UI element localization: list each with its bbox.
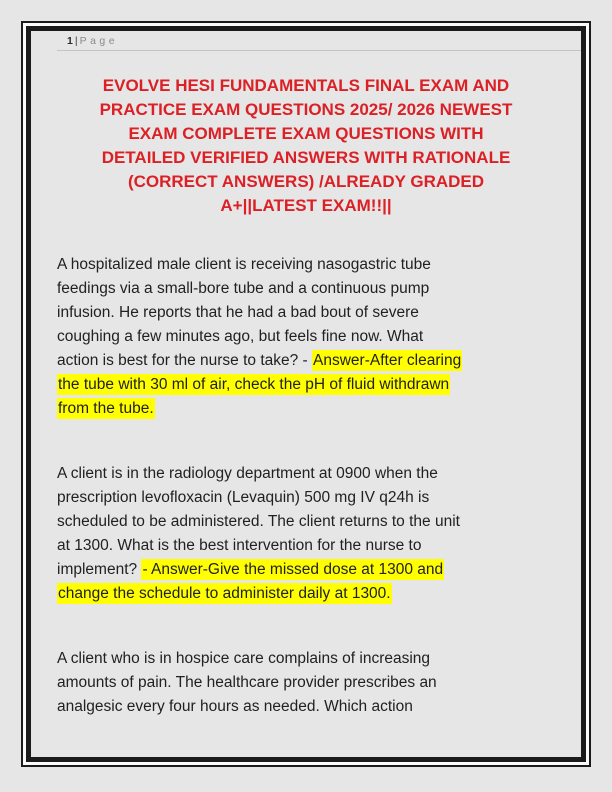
text-line	[57, 397, 565, 421]
page-border-frame	[21, 21, 591, 767]
text-line	[57, 671, 565, 695]
page-content	[31, 31, 581, 757]
question-text: at 1300. What is the best intervention for the nurse to	[57, 537, 422, 554]
title-line: EXAM COMPLETE EXAM QUESTIONS WITH	[128, 124, 484, 143]
text-line	[57, 558, 565, 582]
question-text: implement?	[57, 561, 142, 578]
text-line	[57, 695, 565, 719]
question-text: A client is in the radiology department at 0900 when the	[57, 465, 438, 482]
question-paragraph	[57, 253, 565, 421]
text-line	[57, 301, 565, 325]
title-line: DETAILED VERIFIED ANSWERS WITH RATIONALE	[101, 148, 511, 167]
question-text: A client who is in hospice care complains of increasing	[57, 650, 431, 667]
text-line	[57, 534, 565, 558]
text-line	[57, 325, 565, 349]
title-line: A+||LATEST EXAM!!||	[220, 196, 392, 215]
text-line	[57, 277, 565, 301]
question-text: infusion. He reports that he had a bad bout of severe	[57, 304, 419, 321]
document-title	[31, 74, 581, 218]
text-line	[57, 510, 565, 534]
title-line: PRACTICE EXAM QUESTIONS 2025/ 2026 NEWEST	[99, 100, 513, 119]
highlighted-answer-text: the tube with 30 ml of air, check the pH of fluid withdrawn	[58, 376, 450, 393]
text-line	[57, 253, 565, 277]
page-border-frame-inner	[26, 26, 586, 762]
highlighted-answer-text: change the schedule to administer daily at 1300.	[58, 585, 391, 602]
text-line	[57, 373, 565, 397]
question-paragraph	[57, 462, 565, 606]
highlighted-answer-text: Answer-After clearing	[313, 352, 462, 369]
text-line	[57, 582, 565, 606]
question-text: feedings via a small-bore tube and a continuous pump	[57, 280, 430, 297]
text-line	[57, 647, 565, 671]
title-line: EVOLVE HESI FUNDAMENTALS FINAL EXAM AND	[102, 76, 510, 95]
header-page-label: Page	[79, 35, 119, 47]
highlighted-answer-text: from the tube.	[58, 400, 154, 417]
question-text: analgesic every four hours as needed. Which action	[57, 698, 413, 715]
highlighted-answer-text: - Answer-Give the missed dose at 1300 and	[142, 561, 444, 578]
page-header	[57, 35, 581, 51]
question-text: action is best for the nurse to take? -	[57, 352, 313, 369]
text-line	[57, 349, 565, 373]
question-text: amounts of pain. The healthcare provider prescribes an	[57, 674, 437, 691]
page-number: 1	[67, 35, 74, 47]
title-line: (CORRECT ANSWERS) /ALREADY GRADED	[127, 172, 485, 191]
question-text: coughing a few minutes ago, but feels fine now. What	[57, 328, 424, 345]
question-list	[57, 253, 565, 719]
text-line	[57, 462, 565, 486]
question-text: A hospitalized male client is receiving nasogastric tube	[57, 256, 431, 273]
header-separator: |	[74, 35, 78, 47]
question-paragraph	[57, 647, 565, 719]
question-text: scheduled to be administered. The client returns to the unit	[57, 513, 460, 530]
text-line	[57, 486, 565, 510]
question-text: prescription levofloxacin (Levaquin) 500 mg IV q24h is	[57, 489, 430, 506]
